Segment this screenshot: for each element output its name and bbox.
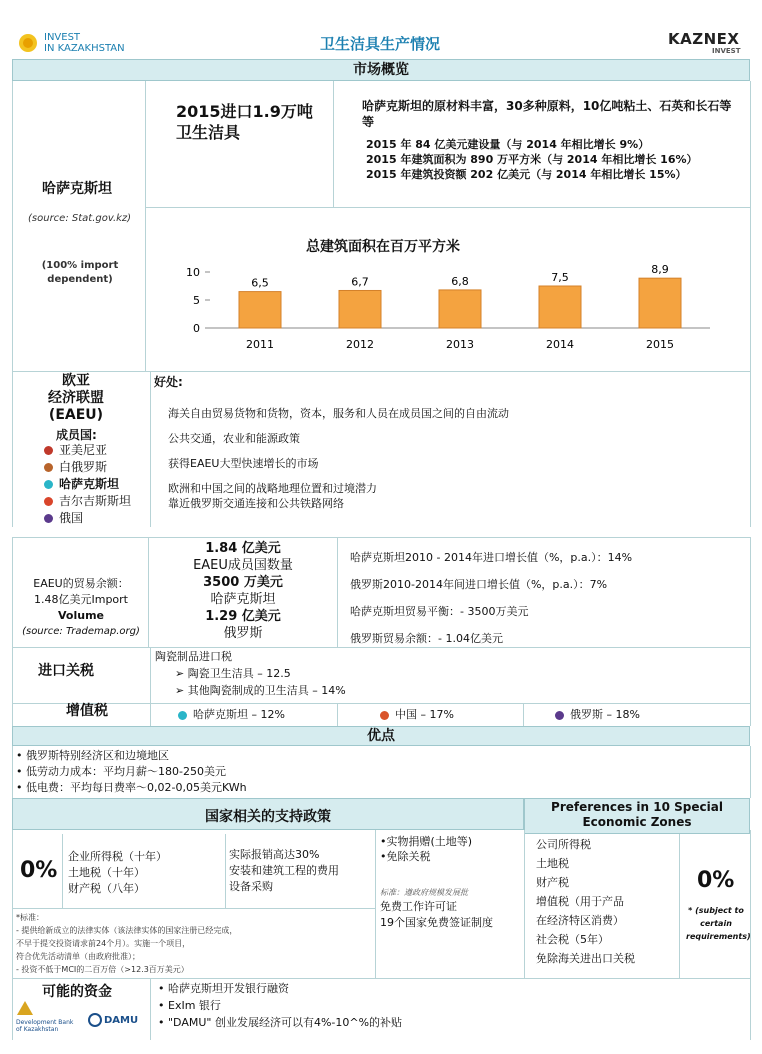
flag-icon [44,463,53,472]
dbk-logo: Development Bank of Kazakhstan [16,1000,76,1033]
flag-icon [44,497,53,506]
funding-item: • ExIm 银行 [158,999,221,1012]
trade-line: 俄罗斯2010-2014年间进口增长值（%，p.a.）：7% [350,578,608,591]
y-tick-label: 0 [193,322,200,335]
construction-area-chart [160,256,720,356]
policy-zero-percent: 0% [20,858,58,883]
y-tick-label: 10 [186,266,200,279]
kaznex-logo: KAZNEX [668,30,740,48]
russia-flag-icon [555,711,564,720]
flag-icon [44,446,53,455]
trade-line: 哈萨克斯坦2010 - 2014年进口增长值（%，p.a.）：14% [350,551,633,564]
funding-item: • 哈萨克斯坦开发银行融资 [158,982,289,995]
member-item: 吉尔吉斯斯坦 [44,493,131,510]
trade-figures: 1.84 亿美元 EAEU成员国数量 3500 万美元 哈萨克斯坦 1.29 亿美元 俄罗斯 [193,541,293,641]
advantage-item: • 俄罗斯特别经济区和边境地区 [16,749,169,762]
bar [639,278,681,328]
raw-materials: 哈萨克斯坦的原材料丰富，30多种原料，10亿吨粘土、石英和长石等等 [362,99,732,129]
flag-icon [44,480,53,489]
funding-item: • "DAMU" 创业发展经济可以有4%-10^%的补贴 [158,1016,403,1029]
benefit-item: 海关自由贸易货物和货物，资本，服务和人员在成员国之间的自由流动 [168,407,509,420]
benefit-item: 欧洲和中国之间的战略地理位置和过境潜力 [168,482,377,495]
section-market-heading: 市场概览 [12,59,750,81]
funding-list [158,980,402,1031]
vat-russia: 俄罗斯 – 18% [555,706,640,722]
funding-label: 可能的资金 [42,984,112,1000]
bar [539,286,581,328]
visa-benefits: 免费工作许可证 19个国家免费签证制度 [380,900,493,929]
stat-line: 2015 年 84 亿美元建设量（与 2014 年相比增长 9%） [366,138,650,151]
eaeu-trade-balance: EAEU的贸易余额： 1.48亿美元Import Volume (source: Trademap.org) [22,577,140,637]
bar [339,290,381,328]
trade-line: 俄罗斯贸易余额：- 1.04亿美元 [350,632,503,645]
members-list [44,442,131,527]
vat-china: 中国 – 17% [380,706,454,722]
advantage-item: • 低电费：平均每日费率～0,02-0,05美元KWh [16,781,247,794]
bar-value-label: 6,5 [251,276,269,290]
vat-label: 增值税 [66,703,108,719]
benefits-title: 好处: [154,375,183,389]
section-advantages-heading: 优点 [12,726,750,746]
invest-logo-text: INVEST IN KAZAKHSTAN [44,32,125,54]
in-kind-grants: •实物捐赠(土地等) •免除关税 [380,835,473,863]
country-label: 哈萨克斯坦 [42,181,112,197]
grant-note: 标准：遵政府规模发展批 [380,888,468,897]
sez-preferences: 公司所得税 土地税 财产税 增值税（用于产品 在经济特区消费） 社会税（5年） 免除海关进出口关税 [536,838,635,965]
x-tick-label: 2012 [346,338,374,351]
bar-value-label: 8,9 [651,263,669,277]
sez-heading: Preferences in 10 Special Economic Zones [551,800,723,829]
bar-value-label: 6,8 [451,274,469,288]
eaeu-title: 欧亚 经济联盟 (EAEU) [48,373,104,423]
damu-emblem-icon [88,1013,102,1027]
sun-icon [16,32,40,54]
advantage-item: • 低劳动力成本：平均月薪～180-250美元 [16,765,226,778]
stat-line: 2015 年建筑面积为 890 万平方米（与 2014 年相比增长 16%） [366,153,698,166]
x-tick-label: 2013 [446,338,474,351]
import-volume: 2015进口1.9万吨卫生洁具 [176,102,313,142]
damu-logo: DAMU [88,1013,138,1027]
stat-line: 2015 年建筑投资额 202 亿美元（与 2014 年相比增长 15%） [366,168,687,181]
y-tick-label: 5 [193,294,200,307]
x-tick-label: 2011 [246,338,274,351]
section-policy-heading: 国家相关的支持政策 [205,809,331,825]
bar [439,290,481,328]
benefit-item: 获得EAEU大型快速增长的市场 [168,457,319,470]
page-title: 卫生洁具生产情况 [319,35,440,53]
member-item: 哈萨克斯坦 [44,476,131,493]
invest-kz-logo [16,32,40,57]
x-tick-label: 2015 [646,338,674,351]
tariff-list: 陶瓷制品进口税 ➢ 陶瓷卫生洁具 – 12.5 ➢ 其他陶瓷制成的卫生洁具 – 14% [155,650,346,697]
member-item: 俄国 [44,510,131,527]
criteria-notes: *标准： - 提供给新成立的法律实体（该法律实体的国家注册已经完成， 不早于提交投资请求前24个月）。实施一个项目， 符合优先活动清单（由政府批准）； - 投资不低于MCI的二百万倍（>12.3百万美元） [16,913,238,974]
dbk-emblem-icon [16,1000,34,1016]
kaznex-logo-sub: INVEST [712,47,741,55]
construction-stats [366,137,746,182]
import-dependency: (100% import dependent) [41,260,119,285]
tariff-label: 进口关税 [38,663,94,679]
sez-zero-percent: 0% [697,868,735,893]
benefit-item: 靠近俄罗斯交通连接和公共铁路网络 [168,497,344,510]
bar [239,292,281,328]
members-label: 成员国: [56,428,97,442]
bar-value-label: 6,7 [351,275,369,289]
chart-title: 总建筑面积在百万平方米 [306,239,460,255]
bar-value-label: 7,5 [551,271,569,284]
tax-exemptions: 企业所得税（十年） 土地税（十年） 财产税（八年） [68,850,167,895]
benefit-item: 公共交通，农业和能源政策 [168,432,300,445]
china-flag-icon [380,711,389,720]
trade-growth-list [350,549,632,657]
vat-kazakhstan: 哈萨克斯坦 – 12% [178,706,285,722]
reimbursement: 实际报销高达30% 安装和建筑工程的费用 设备采购 [229,848,339,893]
sez-note: * (subject to certain requirements) [686,906,751,941]
flag-icon [44,514,53,523]
x-tick-label: 2014 [546,338,574,351]
member-item: 白俄罗斯 [44,459,131,476]
source-stat: (source: Stat.gov.kz) [28,213,132,224]
member-item: 亚美尼亚 [44,442,131,459]
kazakhstan-flag-icon [178,711,187,720]
advantages-list [16,748,247,796]
trade-line: 哈萨克斯坦贸易平衡：- 3500万美元 [350,605,529,618]
